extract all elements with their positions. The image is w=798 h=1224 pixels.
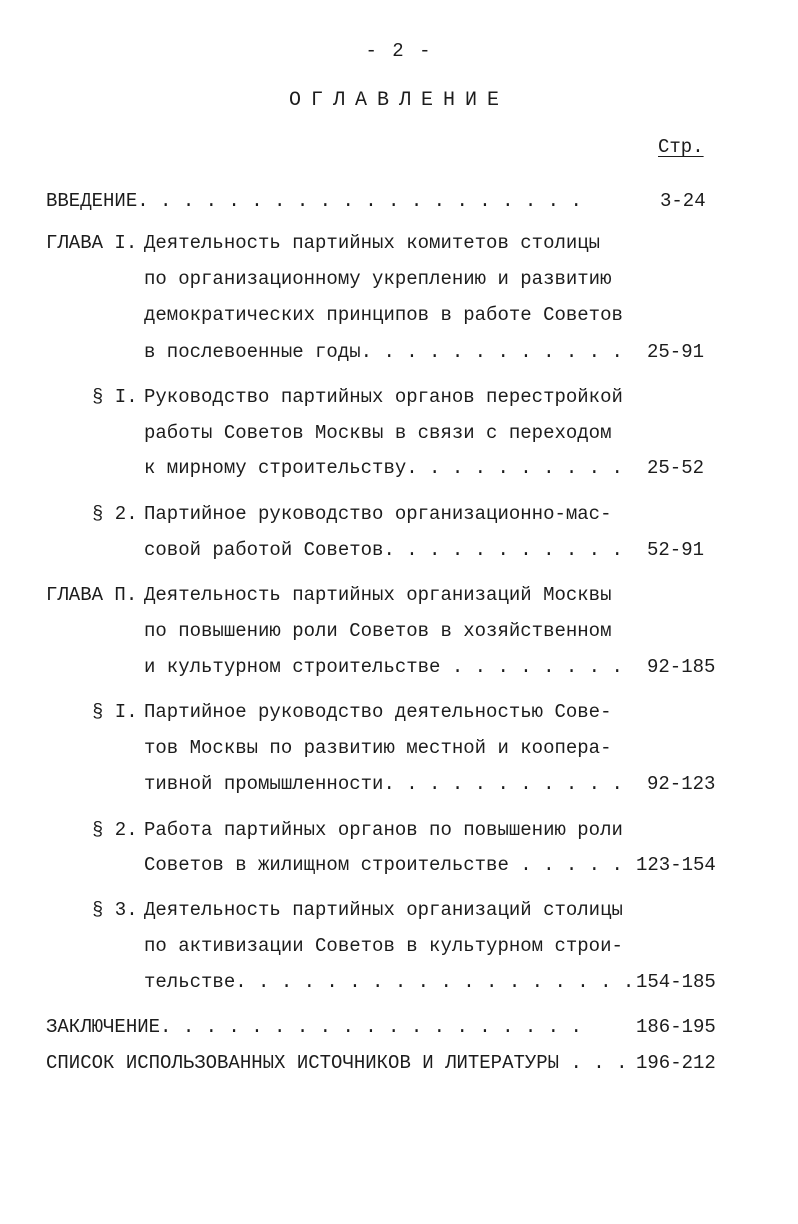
toc-chapter-label: ГЛАВА П.: [46, 584, 138, 606]
toc-page-range: 92-123: [647, 773, 716, 795]
page-title: ОГЛАВЛЕНИЕ: [288, 89, 510, 112]
toc-entry-line: Руководство партийных органов перестройкой: [144, 386, 623, 408]
toc-page-range: 52-91: [647, 539, 705, 561]
toc-entry-line: Работа партийных органов по повышению роли: [144, 819, 623, 841]
toc-entry-line: работы Советов Москвы в связи с переходом: [144, 422, 612, 444]
toc-section-label: § I.: [92, 701, 138, 723]
toc-page-range: 25-52: [647, 457, 705, 479]
toc-entry-line: по активизации Советов в культурном строи-: [144, 935, 623, 957]
toc-page-range: 92-185: [647, 656, 716, 678]
page-column-label: Стр.: [658, 136, 704, 158]
toc-entry-line: тивной промышленности. . . . . . . . . . .: [144, 773, 623, 795]
toc-entry-line: и культурном строительстве . . . . . . . .: [144, 656, 623, 678]
toc-chapter-label: ГЛАВА I.: [46, 232, 138, 254]
toc-entry-line: Партийное руководство деятельностью Сове-: [144, 701, 612, 723]
toc-entry-text: ВВЕДЕНИЕ. . . . . . . . . . . . . . . . . . . .: [46, 190, 582, 212]
toc-entry-text: ЗАКЛЮЧЕНИЕ. . . . . . . . . . . . . . . . . . .: [46, 1016, 582, 1038]
toc-section-label: § 3.: [92, 899, 138, 921]
toc-entry-line: Советов в жилищном строительстве . . . . .: [144, 854, 623, 876]
toc-entry-line: Деятельность партийных организаций Москвы: [144, 584, 612, 606]
toc-page-range: 3-24: [660, 190, 706, 212]
toc-page-range: 186-195: [636, 1016, 716, 1038]
toc-entry-line: совой работой Советов. . . . . . . . . . .: [144, 539, 623, 561]
toc-page-range: 196-212: [636, 1052, 716, 1074]
toc-section-label: § I.: [92, 386, 138, 408]
toc-entry-line: в послевоенные годы. . . . . . . . . . . .: [144, 341, 623, 363]
toc-entry-line: тов Москвы по развитию местной и коопера-: [144, 737, 612, 759]
toc-entry-line: по организационному укреплению и развитию: [144, 268, 612, 290]
toc-entry-line: тельстве. . . . . . . . . . . . . . . . . .: [144, 971, 635, 993]
toc-page-range: 154-185: [636, 971, 716, 993]
toc-entry-line: Деятельность партийных комитетов столицы: [144, 232, 601, 254]
toc-section-label: § 2.: [92, 503, 138, 525]
page-number: - 2 -: [365, 40, 433, 62]
toc-entry-line: Деятельность партийных организаций столицы: [144, 899, 623, 921]
toc-entry-line: Партийное руководство организационно-мас-: [144, 503, 612, 525]
toc-page-range: 25-91: [647, 341, 705, 363]
toc-page-range: 123-154: [636, 854, 716, 876]
toc-entry-text: СПИСОК ИСПОЛЬЗОВАННЫХ ИСТОЧНИКОВ И ЛИТЕРАТУРЫ . . .: [46, 1052, 628, 1074]
toc-entry-line: по повышению роли Советов в хозяйственном: [144, 620, 612, 642]
toc-entry-line: к мирному строительству. . . . . . . . . .: [144, 457, 623, 479]
toc-section-label: § 2.: [92, 819, 138, 841]
toc-entry-line: демократических принципов в работе Советов: [144, 304, 623, 326]
